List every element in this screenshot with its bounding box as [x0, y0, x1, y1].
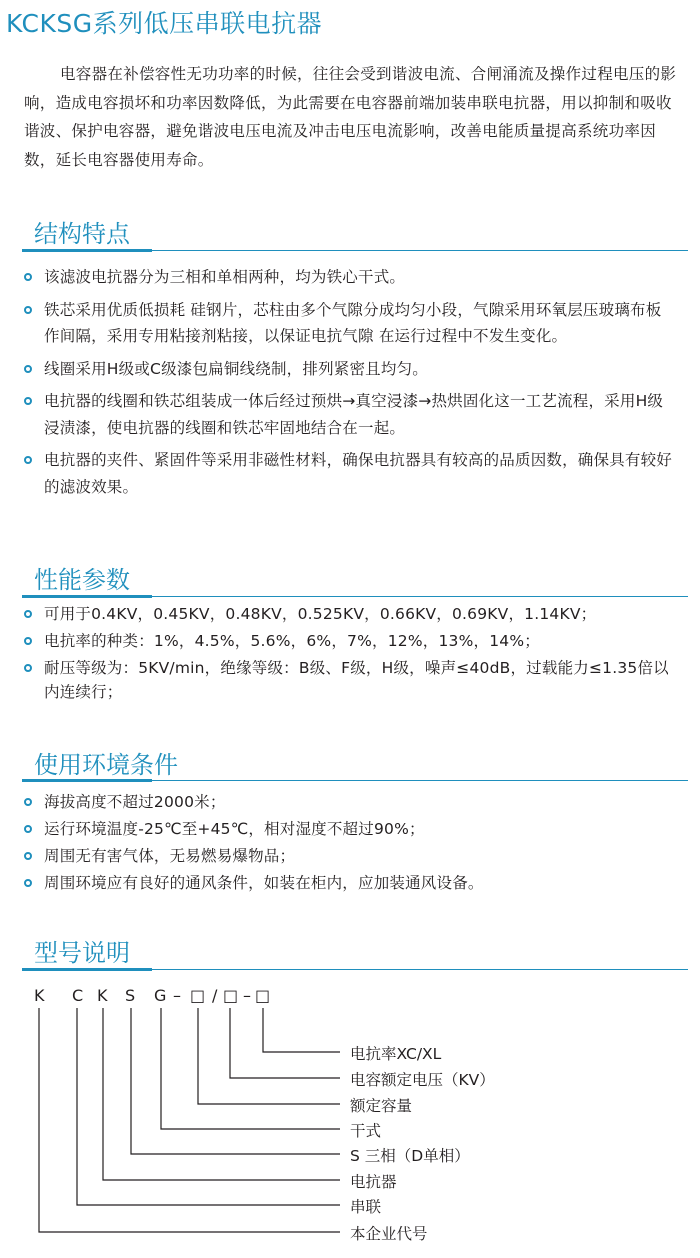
connector-line [198, 1008, 340, 1104]
model-code-char: / [212, 986, 218, 1005]
list-item: 电抗器的夹件、紧固件等采用非磁性材料，确保电抗器具有较高的品质因数，确保具有较好的滤波效果。 [24, 447, 674, 500]
connector-line [39, 1008, 340, 1232]
list-item: 周围无有害气体，无易燃易爆物品； [24, 844, 674, 868]
section-title-performance: 性能参数 [34, 566, 130, 594]
model-code-char: G [154, 986, 167, 1005]
connector-line [161, 1008, 340, 1129]
list-item: 电抗器的线圈和铁芯组装成一体后经过预烘→真空浸漆→热烘固化这一工艺流程，采用H级浸渍漆，使电抗器的线圈和铁芯牢固地结合在一起。 [24, 388, 674, 441]
model-code-char: □ [223, 986, 239, 1005]
list-item: 运行环境温度-25℃至+45℃，相对湿度不超过90%； [24, 817, 674, 841]
connector-line [263, 1008, 340, 1052]
page-title: KCKSG系列低压串联电抗器 [6, 9, 323, 38]
model-desc-series: 串联 [350, 1198, 382, 1216]
model-code-char: – [243, 986, 251, 1005]
model-code-char: □ [255, 986, 271, 1005]
model-code-char: K [97, 986, 108, 1005]
list-item: 可用于0.4KV，0.45KV，0.48KV，0.525KV，0.66KV，0.69KV，1.14KV； [24, 602, 674, 626]
model-desc-company-code: 本企业代号 [350, 1225, 428, 1243]
model-code-char: □ [190, 986, 206, 1005]
list-item: 线圈采用H级或C级漆包扁铜线绕制，排列紧密且均匀。 [24, 356, 674, 383]
model-code-char: C [72, 986, 84, 1005]
model-desc-reactance-rate: 电抗率XC/XL [350, 1045, 442, 1063]
model-desc-rated-capacity: 额定容量 [350, 1097, 413, 1115]
model-desc-dry-type: 干式 [350, 1122, 382, 1140]
section-title-structure: 结构特点 [34, 220, 130, 248]
model-code-char: K [34, 986, 45, 1005]
section-title-model: 型号说明 [34, 939, 130, 967]
list-item: 海拔高度不超过2000米； [24, 790, 674, 814]
list-item: 耐压等级为：5KV/min，绝缘等级：B级、F级，H级，噪声≤40dB，过载能力≤1.35倍以内连续行； [24, 656, 674, 704]
connector-line [77, 1008, 340, 1205]
intro-paragraph: 电容器在补偿容性无功功率的时候，往往会受到谐波电流、合闸涌流及操作过程电压的影响，造成电容损坏和功率因数降低，为此需要在电容器前端加装串联电抗器，用以抑制和吸收谐波、保护电容器，避免谐波电压电流及冲击电压电流影响，改善电能质量提高系统功率因数，延长电容器使用寿命。 [24, 65, 677, 169]
model-code-char: – [173, 986, 181, 1005]
connector-line [230, 1008, 340, 1078]
connector-line [131, 1008, 340, 1154]
list-item: 周围环境应有良好的通风条件，如装在柜内，应加装通风设备。 [24, 871, 674, 895]
model-desc-phase: S 三相（D单相） [350, 1147, 470, 1165]
section-title-environment: 使用环境条件 [34, 751, 178, 779]
list-item: 该滤波电抗器分为三相和单相两种，均为铁心干式。 [24, 264, 674, 291]
model-desc-rated-voltage: 电容额定电压（KV） [350, 1071, 495, 1089]
list-item: 电抗率的种类：1%，4.5%，5.6%，6%，7%，12%，13%，14%； [24, 629, 674, 653]
model-code-char: S [125, 986, 136, 1005]
model-desc-reactor: 电抗器 [350, 1173, 397, 1191]
list-item: 铁芯采用优质低损耗 硅钢片，芯柱由多个气隙分成均匀小段，气隙采用环氧层压玻璃布板作间隔，采用专用粘接剂粘接，以保证电抗气隙 在运行过程中不发生变化。 [24, 297, 674, 350]
